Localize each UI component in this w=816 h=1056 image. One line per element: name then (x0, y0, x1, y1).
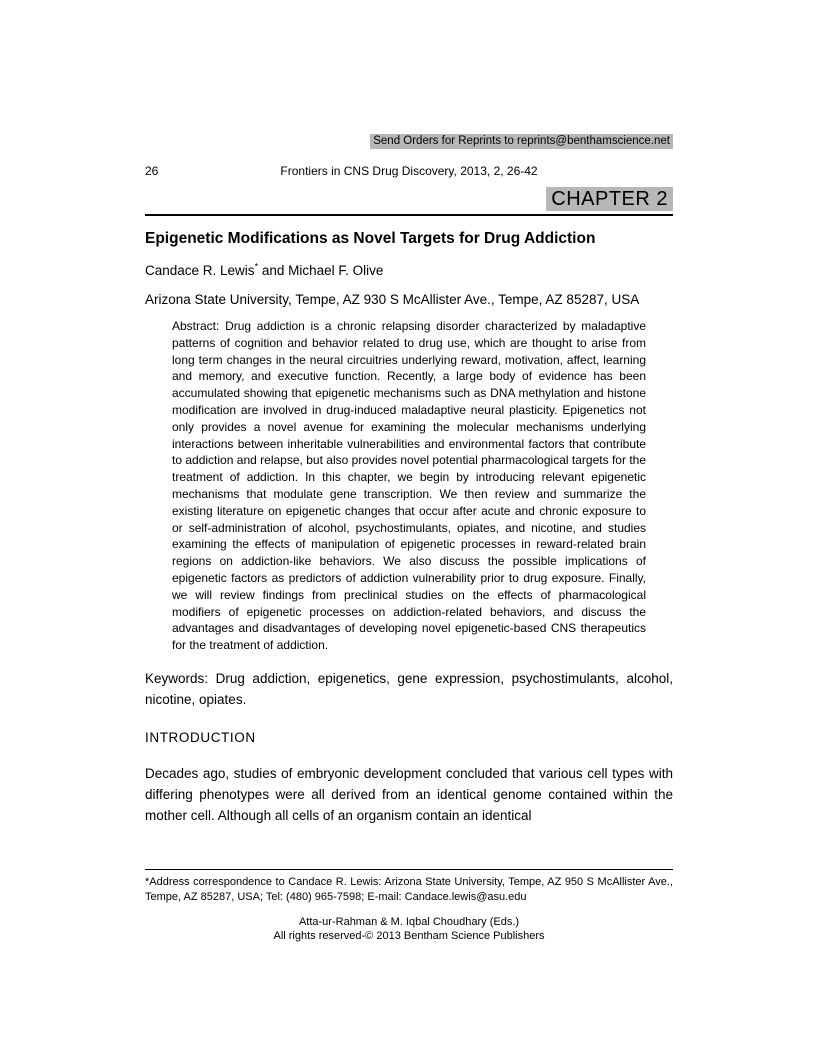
chapter-row (145, 187, 673, 211)
abstract-label: Abstract: (172, 319, 220, 333)
authors-line (145, 262, 673, 280)
abstract (172, 318, 646, 654)
footnote-block (145, 869, 673, 943)
header-rule (145, 214, 673, 216)
keywords-label: Keywords: (145, 670, 209, 686)
author-rest: and Michael F. Olive (258, 263, 384, 278)
copyright-line: All rights reserved-© 2013 Bentham Science Publishers (273, 930, 545, 942)
chapter-label: CHAPTER 2 (546, 187, 673, 211)
reprint-notice: Send Orders for Reprints to reprints@benthamscience.net (370, 134, 673, 149)
keywords (145, 668, 673, 710)
abstract-text: Drug addiction is a chronic relapsing disorder characterized by maladaptive patterns of cognition and behavior related to drug use, which are thought to arise from long term changes in the neural circuitries underlying reward, motivation, affect, learning and memory, and executive function. Recently, a large body of evidence has been accumulated showing that epigenetic mechanisms such as DNA methylation and histone modification are involved in drug-induced maladaptive neural plasticity. Epigenetics not only provides a novel avenue for examining the molecular mechanisms underlying interactions between inheritable vulnerabilities and environmental factors that contribute to addiction and relapse, but also provides novel potential pharmacological targets for the treatment of addiction. In this chapter, we begin by introducing relevant epigenetic mechanisms that modulate gene transcription. We then review and summarize the existing literature on epigenetic changes that occur after acute and chronic exposure to or self-administration of alcohol, psychostimulants, opiates, and nicotine, and studies examining the effects of manipulation of epigenetic processes in reward-related brain regions on addiction-like behaviors. We also discuss the possible implications of epigenetic factors as predictors of addiction vulnerability prior to drug exposure. Finally, we will review findings from preclinical studies on the effects of pharmacological modifiers of epigenetic processes on addiction-related behaviors, and discuss the advantages and disadvantages of developing novel epigenetic-based CNS therapeutics for the treatment of addiction. (172, 319, 646, 653)
article-title: Epigenetic Modifications as Novel Targets for Drug Addiction (145, 230, 596, 247)
author-primary: Candace R. Lewis (145, 263, 255, 278)
page-content (145, 131, 673, 826)
journal-reference: Frontiers in CNS Drug Discovery, 2013, 2, 26-42 (280, 164, 538, 178)
correspondence-footnote: *Address correspondence to Candace R. Lewis: Arizona State University, Tempe, AZ 950 S McAllister Ave., Tempe, AZ 85287, USA; Tel: (480) 965-7598; E-mail: Candace.lewis@asu.edu (145, 876, 673, 903)
running-header (145, 163, 673, 179)
section-heading-introduction: INTRODUCTION (145, 729, 256, 745)
introduction-paragraph: Decades ago, studies of embryonic development concluded that various cell types with differing phenotypes were all derived from an identical genome contained within the mother cell. Although all cells of an organism contain an identical (145, 765, 673, 823)
page-number: 26 (145, 164, 159, 178)
affiliation: Arizona State University, Tempe, AZ 930 S McAllister Ave., Tempe, AZ 85287, USA (145, 292, 640, 307)
editors-line: Atta-ur-Rahman & M. Iqbal Choudhary (Eds.) (298, 916, 520, 928)
corresponding-author-asterisk: * (254, 261, 259, 272)
reprint-bar-row (145, 131, 673, 149)
keywords-text: Drug addiction, epigenetics, gene expression, psychostimulants, alcohol, nicotine, opiates. (145, 670, 673, 707)
